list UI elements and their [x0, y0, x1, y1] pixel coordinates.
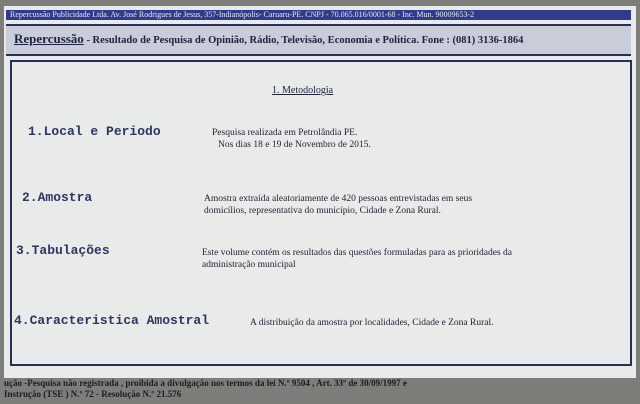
- item-text-line: Este volume contém os resultados das questões formuladas para as prioridades da: [202, 248, 512, 258]
- item-label-caracteristica-amostral: 4.Caracteristica Amostral: [14, 313, 210, 328]
- section-title: 1. Metodologia: [272, 85, 334, 96]
- company-address-strip: Repercussão Publicidade Ltda. Av. José Rodrigues de Jesus, 357-Indianópolis- Caruaru-PE. CNPJ - 70.065.016/0001-68 - Inc. Mun. 90009653-2: [6, 10, 631, 20]
- item-text-amostra: [204, 193, 472, 217]
- item-text-line: Pesquisa realizada em Petrolândia PE.: [212, 128, 358, 138]
- company-header: [14, 31, 523, 47]
- legal-footer: [4, 378, 636, 400]
- item-text-tabulacoes: [202, 247, 512, 271]
- item-text-line: domicílios, representativa do município, Cidade e Zona Rural.: [204, 206, 441, 216]
- footer-line: ução -Pesquisa não registrada , proibida a divulgação nos termos da lei N.º 9504 , Art. 33º de 30/09/1997 e: [4, 378, 407, 388]
- item-label-local-periodo: 1.Local e Periodo: [28, 124, 161, 139]
- company-brand: Repercussão: [14, 31, 84, 46]
- item-label-tabulacoes: 3.Tabulações: [16, 243, 110, 258]
- item-text-caracteristica-amostral: [250, 317, 494, 329]
- item-text-local-periodo: [212, 127, 371, 151]
- item-label-amostra: 2.Amostra: [22, 190, 93, 205]
- company-description: - Resultado de Pesquisa de Opinião, Rádio, Televisão, Economia e Política. Fone : (081) 3136-1864: [83, 35, 524, 46]
- item-text-line: administração municipal: [202, 260, 296, 270]
- item-text-line: Nos dias 18 e 19 de Novembro de 2015.: [218, 140, 371, 150]
- item-text-line: A distribuição da amostra por localidades, Cidade e Zona Rural.: [250, 318, 494, 328]
- item-text-line: Amostra extraída aleatoriamente de 420 pessoas entrevistadas em seus: [204, 194, 473, 204]
- footer-line: Instrução (TSE ) N.º 72 - Resolução N.º 21.576: [4, 389, 182, 399]
